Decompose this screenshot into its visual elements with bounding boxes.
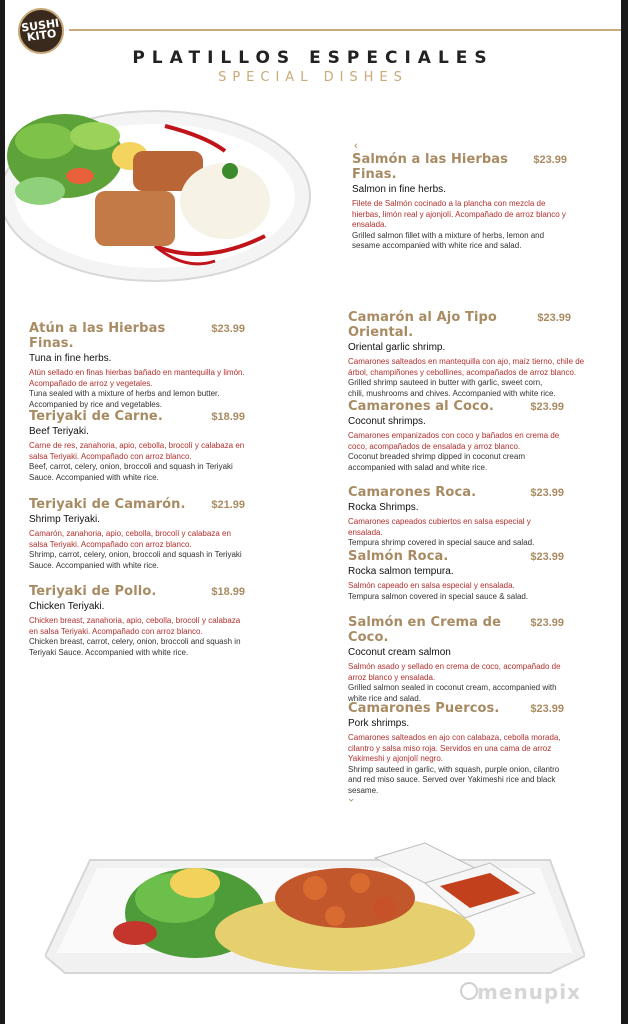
item-english-name: Pork shrimps.	[348, 718, 410, 729]
item-description-es: Carne de res, zanahoria, apio, cebolla, brocolí y calabaza en salsa Teriyaki. Acompañado con arroz blanco.	[29, 441, 245, 461]
item-description-en: Chicken breast, carrot, celery, onion, broccoli and squash in Teriyaki Sauce. Accompanied with white rice.	[29, 637, 241, 657]
item-english-name: Oriental garlic shrimp.	[348, 342, 446, 353]
chevron-up-icon[interactable]: ‹	[354, 140, 358, 152]
item-price: $21.99	[211, 499, 245, 511]
item-description-en: Beef, carrot, celery, onion, broccoli and squash in Teriyaki Sauce. Accompanied with white rice.	[29, 462, 233, 482]
menu-item	[348, 310, 601, 399]
item-english-name: Coconut shrimps.	[348, 416, 426, 427]
item-name: Salmón a las Hierbas Finas.	[352, 152, 509, 182]
item-price: $23.99	[530, 617, 564, 629]
item-price: $23.99	[533, 154, 567, 166]
item-english-name: Salmon in fine herbs.	[352, 184, 446, 195]
item-name: Camarones Roca.	[348, 485, 477, 500]
item-english-name: Tuna in fine herbs.	[29, 353, 112, 364]
item-description-es: Chicken breast, zanahoria, apio, cebolla, brocolí y calabaza en salsa Teriyaki. Acompañado con arroz blanco.	[29, 616, 241, 636]
item-description-en: Shrimp sauteed in garlic, with squash, purple onion, cilantro and red miso sauce. Served over Yakimeshi rice and black sesame.	[348, 764, 560, 795]
item-description-en: Tempura shrimp covered in special sauce and salad.	[348, 538, 535, 547]
menu-item	[29, 321, 245, 410]
item-name: Camarones Puercos.	[348, 701, 500, 716]
page-title: PLATILLOS ESPECIALES	[132, 48, 494, 68]
item-description-en: Grilled shrimp sauteed in butter with garlic, sweet corn, chili, mushrooms and chives. Accompanied with white rice.	[348, 378, 556, 398]
item-price: $23.99	[211, 323, 245, 335]
item-name: Teriyaki de Camarón.	[29, 497, 186, 512]
item-description-en: Tempura salmon covered in special sauce & salad.	[348, 591, 529, 601]
item-price: $23.99	[530, 487, 564, 499]
item-name: Salmón en Crema de Coco.	[348, 615, 501, 645]
header-rule	[69, 29, 621, 31]
item-price: $18.99	[211, 411, 245, 423]
item-english-name: Beef Teriyaki.	[29, 426, 89, 437]
menu-item	[348, 485, 564, 549]
item-english-name: Coconut cream salmon	[348, 647, 451, 658]
item-price: $23.99	[530, 401, 564, 413]
chevron-down-icon[interactable]: ›	[344, 798, 357, 802]
item-english-name: Rocka Shrimps.	[348, 502, 419, 513]
item-name: Teriyaki de Carne.	[29, 409, 163, 424]
item-name: Camarón al Ajo Tipo Oriental.	[348, 310, 497, 340]
item-description-es: Camarones salteados en ajo con calabaza, cebolla morada, cilantro y salsa miso roja. Servidos en una cama de arroz Yakimeshi y ajonjolí negro.	[348, 733, 561, 763]
item-description-en: Grilled salmon sealed in coconut cream, accompanied with white rice and salad.	[348, 683, 557, 703]
menu-item	[348, 399, 564, 473]
item-name: Atún a las Hierbas Finas.	[29, 321, 166, 351]
item-price: $23.99	[530, 703, 564, 715]
item-price: $23.99	[530, 551, 564, 563]
watermark-text: menupix	[477, 980, 581, 1004]
item-description-en: Tuna sealed with a mixture of herbs and lemon butter. Accompanied by rice and vegetables.	[29, 389, 220, 409]
item-english-name: Chicken Teriyaki.	[29, 601, 105, 612]
item-english-name: Rocka salmon tempura.	[348, 566, 454, 577]
item-description-en: Grilled salmon fillet with a mixture of herbs, lemon and sesame accompanied with white rice and salad.	[352, 230, 545, 250]
item-description-en: Coconut breaded shrimp dipped in coconut cream accompanied with salad and white rice.	[348, 452, 525, 472]
item-name: Salmón Roca.	[348, 549, 449, 564]
menu-item	[29, 409, 245, 483]
item-description-es: Atún sellado en finas hierbas bañado en mantequilla y limón. Acompañado de arroz y vegetales.	[29, 368, 245, 388]
item-english-name: Shrimp Teriyaki.	[29, 514, 100, 525]
menu-item	[352, 152, 567, 252]
menu-item	[29, 584, 245, 658]
menu-item	[29, 497, 245, 571]
item-description-es: Camarones capeados cubiertos en salsa especial y ensalada.	[348, 517, 531, 537]
shrimp-plate-image	[45, 838, 585, 988]
item-description-es: Camarón, zanahoria, apio, cebolla, brocolí y calabaza en salsa Teriyaki. Acompañado con arroz blanco.	[29, 529, 231, 549]
salmon-plate-image	[5, 96, 315, 296]
item-price: $23.99	[537, 312, 571, 324]
page-subtitle: SPECIAL DISHES	[218, 70, 408, 85]
item-description-es: Camarones empanizados con coco y bañados en crema de coco, acompañados de ensalada y arroz blanco.	[348, 431, 560, 451]
item-price: $18.99	[211, 586, 245, 598]
menu-item	[348, 615, 564, 704]
item-description-en: Shrimp, carrot, celery, onion, broccoli and squash in Teriyaki Sauce. Accompanied with white rice.	[29, 550, 242, 570]
item-description-es: Camarones salteados en mantequilla con ajo, maíz tierno, chile de árbol, champiñones y cebollines, acompañados de arroz blanco.	[348, 357, 585, 377]
item-description-es: Salmón capeado en salsa especial y ensalada.	[348, 581, 515, 590]
item-description-es: Salmón asado y sellado en crema de coco, acompañado de arroz blanco y ensalada.	[348, 662, 561, 682]
sushi-kito-logo: SUSHI KITO	[18, 8, 64, 54]
menu-item	[348, 701, 564, 796]
menu-item	[348, 549, 564, 602]
item-name: Camarones al Coco.	[348, 399, 494, 414]
item-description-es: Filete de Salmón cocinado a la plancha con mezcla de hierbas, limón real y ajonjolí. Acompañado de arroz blanco y ensalada.	[352, 199, 566, 229]
item-name: Teriyaki de Pollo.	[29, 584, 157, 599]
menu-page	[5, 0, 621, 1024]
watermark-icon	[460, 982, 478, 1000]
